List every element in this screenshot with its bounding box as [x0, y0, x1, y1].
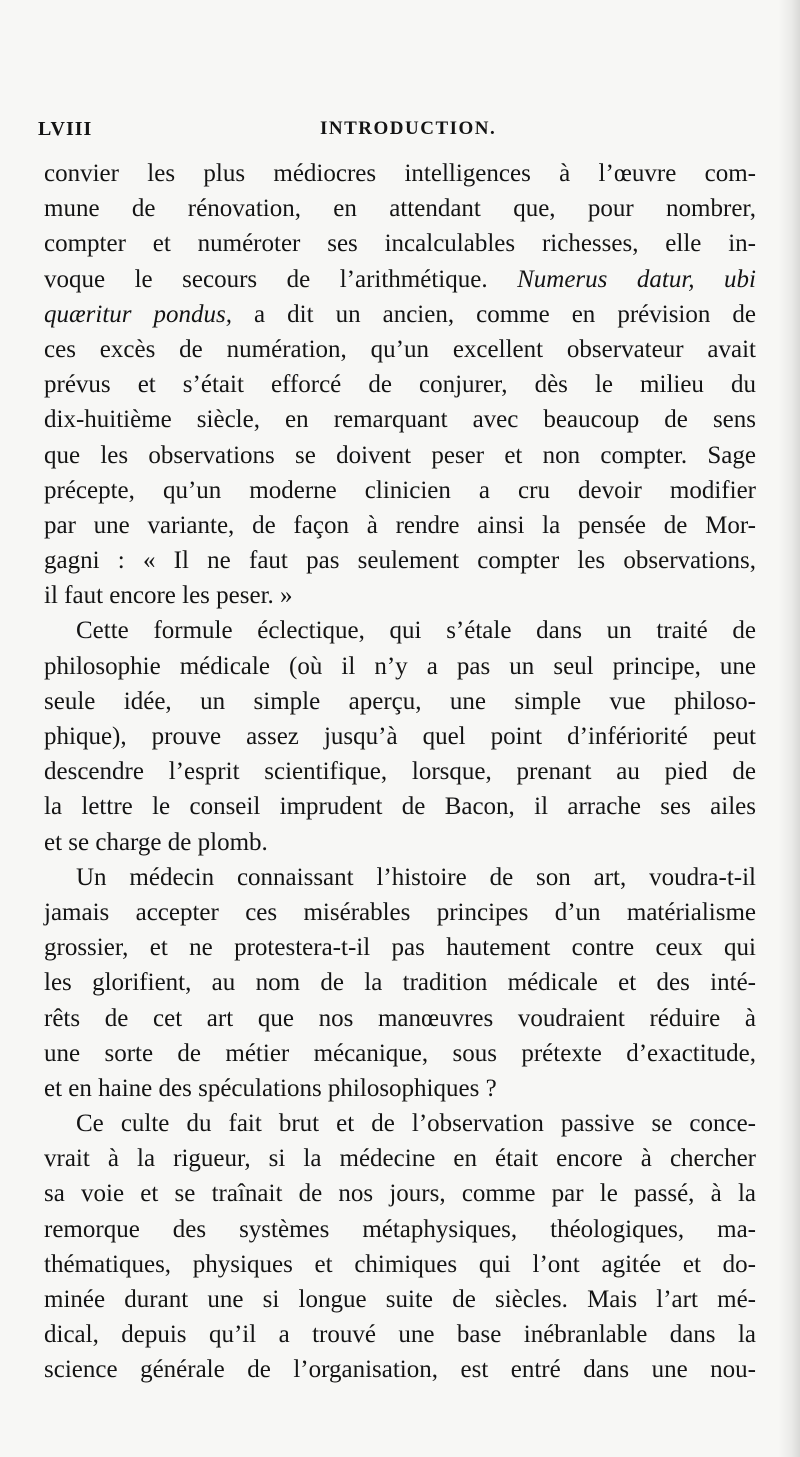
text-line: mune de rénovation, en attendant que, pour nombrer, [44, 195, 756, 223]
text-line: descendre l’esprit scientifique, lorsque, prenant au pied de [44, 758, 756, 786]
running-title: INTRODUCTION. [320, 118, 497, 139]
page-number: LVIII [38, 118, 93, 140]
text-line: science générale de l’organisation, est entré dans une nou- [44, 1356, 756, 1384]
text-line: ces excès de numération, qu’un excellent observateur avait [44, 335, 756, 363]
text-line: thématiques, physiques et chimiques qui l’ont agitée et do- [44, 1250, 756, 1278]
text-line: dical, depuis qu’il a trouvé une base inébranlable dans la [44, 1321, 756, 1349]
text-line: jamais accepter ces misérables principes d’un matérialisme [44, 898, 756, 926]
text-line: convier les plus médiocres intelligences à l’œuvre com- [44, 160, 756, 187]
text-line: gagni : « Il ne faut pas seulement compter les observations, [44, 547, 756, 575]
text-line: Ce culte du fait brut et de l’observation passive se conce- [76, 1110, 756, 1138]
text-line: et en haine des spéculations philosophiques ? [44, 1074, 497, 1102]
text-line: dix-huitième siècle, en remarquant avec beaucoup de sens [44, 406, 756, 434]
text-line: précepte, qu’un moderne clinicien a cru devoir modifier [44, 476, 756, 504]
latin-quote: quæritur pondus, [44, 300, 233, 328]
text-line: et se charge de plomb. [44, 828, 268, 856]
text-line [44, 297, 756, 332]
latin-quote: Numerus datur, ubi [517, 265, 757, 293]
text-line: philosophie médicale (où il n’y a pas un seul principe, une [44, 652, 756, 680]
text-line: rêts de cet art que nos manœuvres voudraient réduire à [44, 1004, 756, 1032]
text-line [44, 262, 756, 297]
body-text [44, 156, 756, 1388]
scan-edge-shadow [778, 0, 800, 1457]
text-line: vrait à la rigueur, si la médecine en était encore à chercher [44, 1145, 756, 1173]
text-line: seule idée, un simple aperçu, une simple vue philoso- [44, 687, 756, 715]
text-line: grossier, et ne protestera-t-il pas hautement contre ceux qui [44, 934, 756, 962]
text-line: prévus et s’était efforcé de conjurer, dès le milieu du [44, 371, 756, 399]
text-fragment: a dit un ancien, comme en prévision de [232, 300, 756, 328]
text-line: que les observations se doivent peser et non compter. Sage [44, 441, 756, 469]
text-line: Un médecin connaissant l’histoire de son art, voudra-t-il [76, 863, 756, 891]
text-line: la lettre le conseil imprudent de Bacon, il arrache ses ailes [44, 793, 756, 821]
text-fragment: voque le secours de l’arithmétique. [44, 265, 488, 293]
text-line: Cette formule éclectique, qui s’étale dans un traité de [76, 617, 756, 645]
page-header [38, 118, 758, 148]
text-line: les glorifient, au nom de la tradition médicale et des inté- [44, 969, 756, 997]
text-line: phique), prouve assez jusqu’à quel point d’infériorité peut [44, 723, 756, 750]
text-line: sa voie et se traînait de nos jours, comme par le passé, à la [44, 1180, 756, 1208]
text-line: une sorte de métier mécanique, sous prétexte d’exactitude, [44, 1039, 756, 1067]
text-line: compter et numéroter ses incalculables richesses, elle in- [44, 230, 756, 258]
text-line: il faut encore les peser. » [44, 582, 293, 610]
text-line: minée durant une si longue suite de siècles. Mais l’art mé- [44, 1286, 756, 1313]
text-line: remorque des systèmes métaphysiques, théologiques, ma- [44, 1215, 756, 1243]
text-line: par une variante, de façon à rendre ainsi la pensée de Mor- [44, 511, 756, 539]
